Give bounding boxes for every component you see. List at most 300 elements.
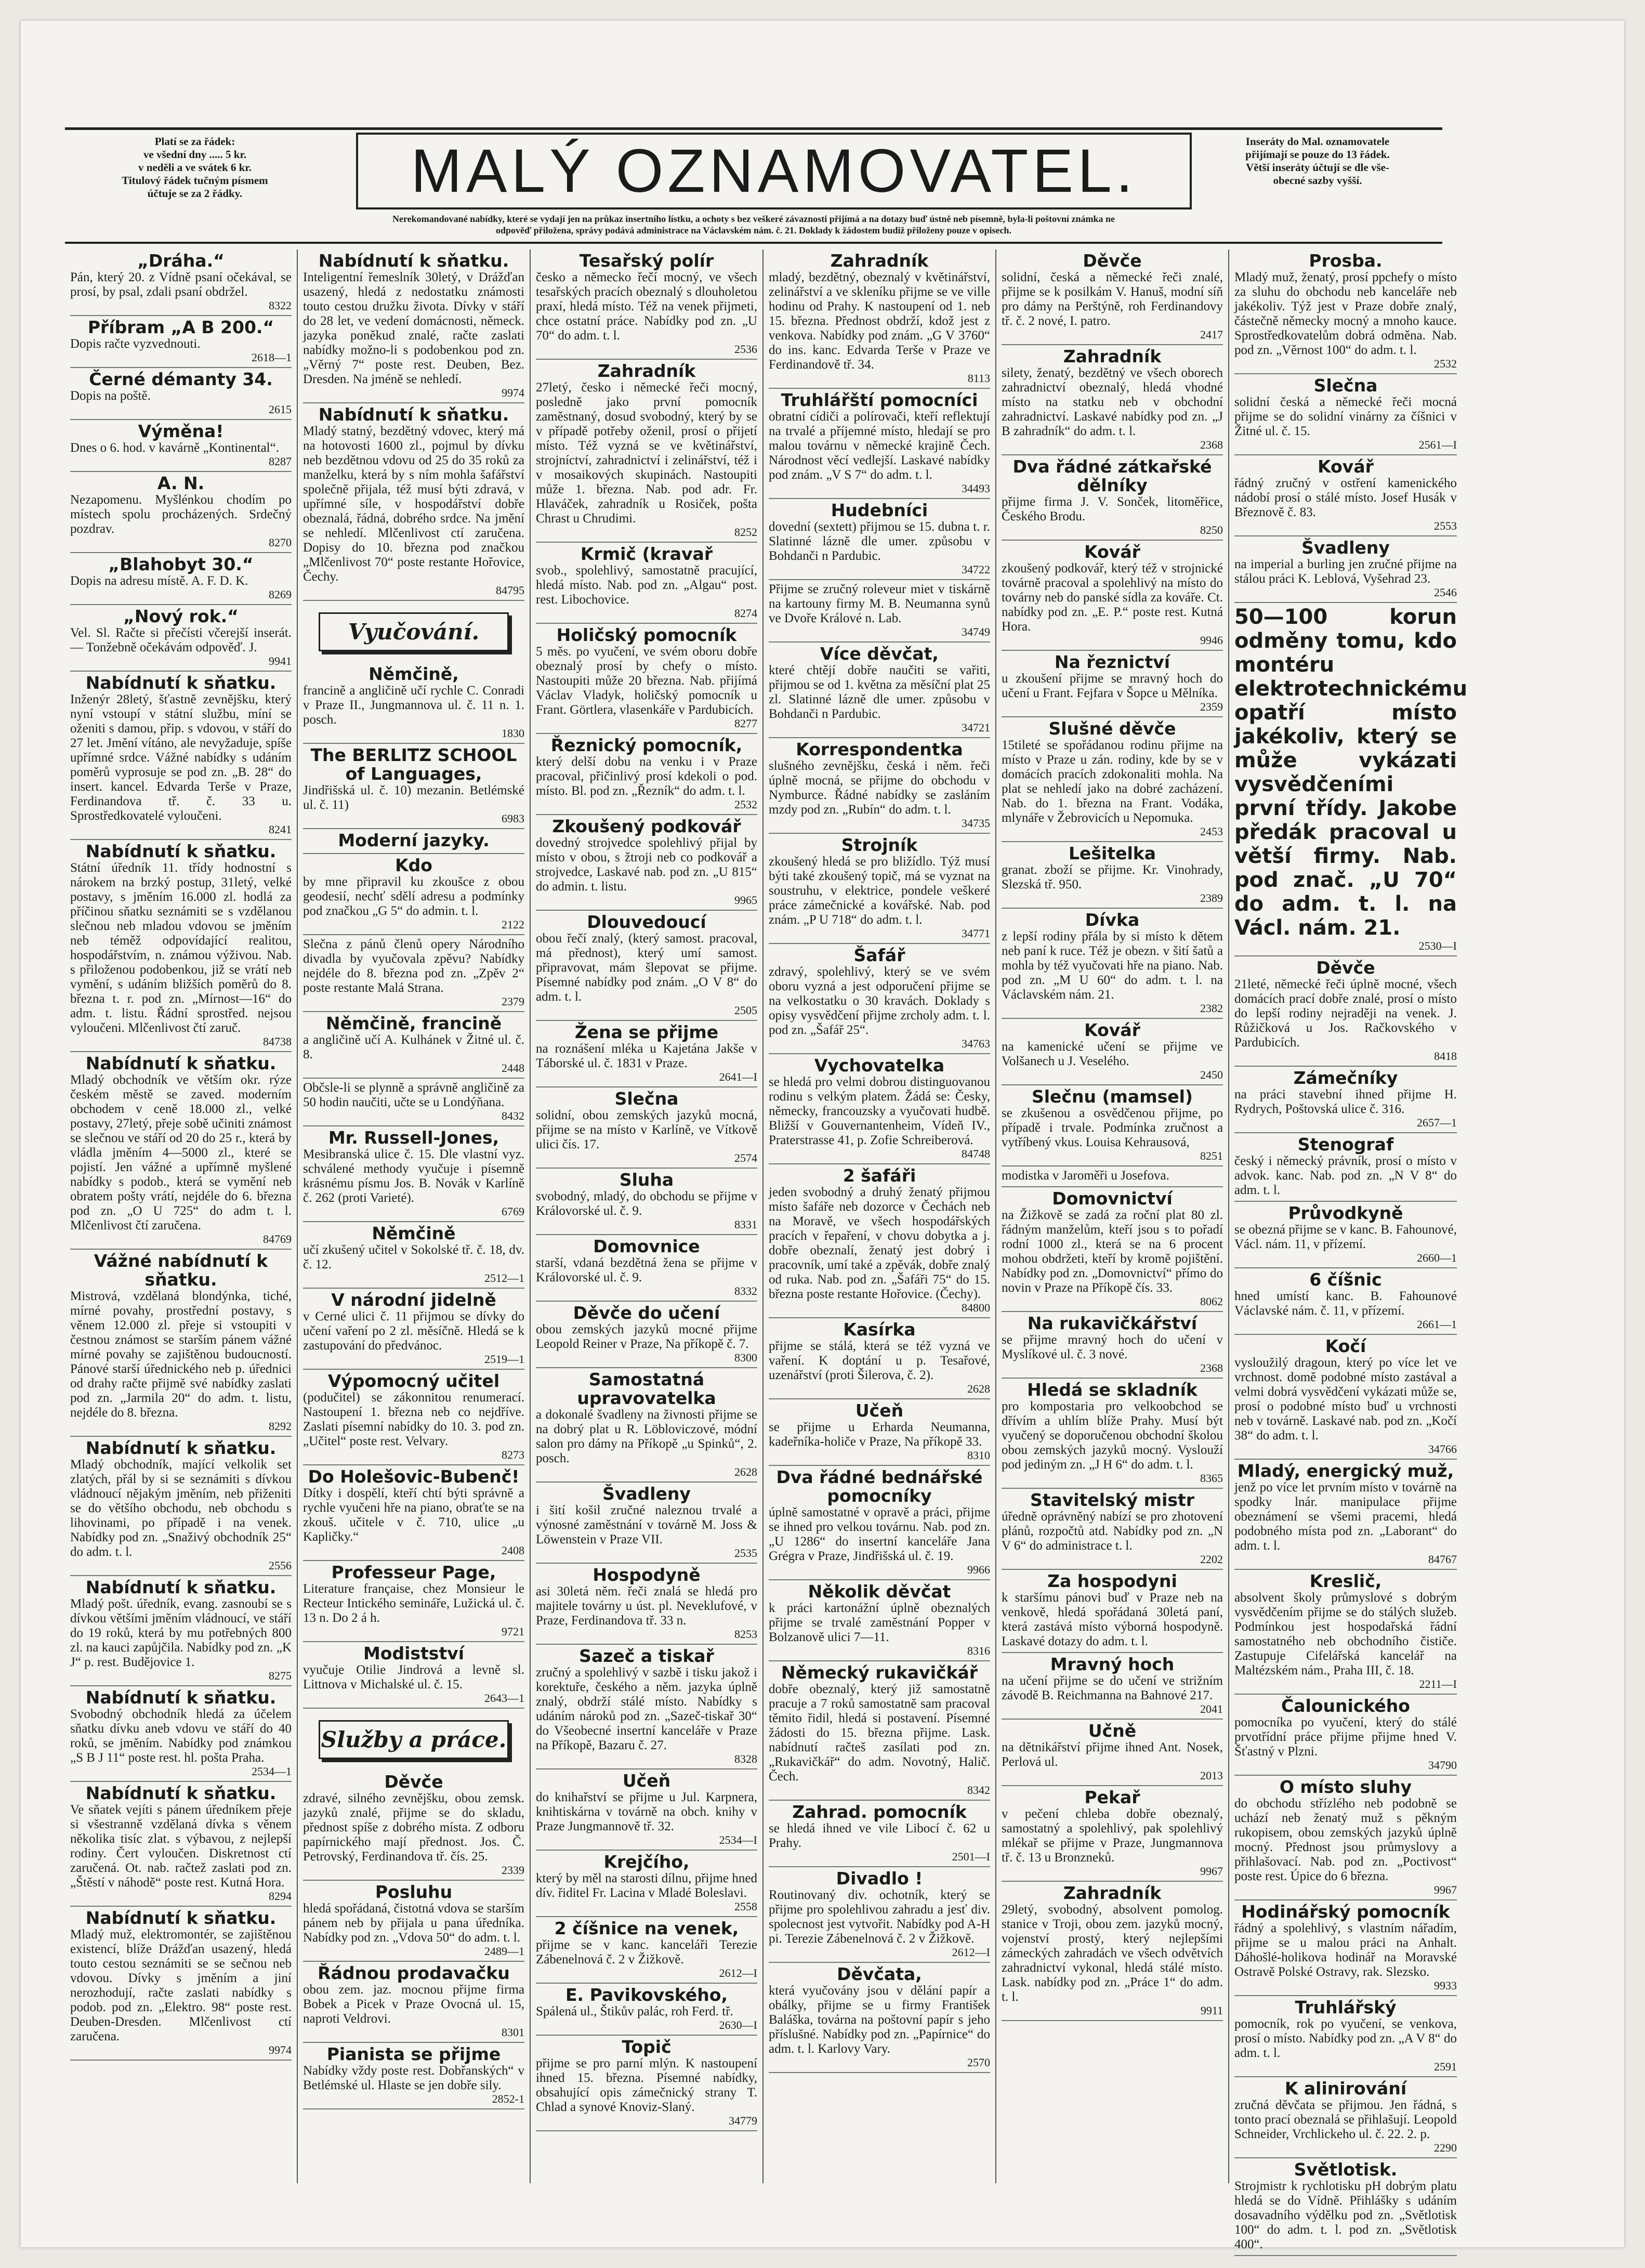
section-heading: Služby a práce.	[319, 1720, 509, 1759]
classified-ad	[769, 499, 990, 580]
classified-ad	[303, 744, 524, 829]
ad-heading: Na rukavičkářství	[1027, 1313, 1197, 1333]
ad-code: 8328	[734, 1752, 757, 1765]
ad-text: Vel. Sl. Račte si přečísti včerejší inserát. — Tonžebně očekávám odpověď. J.	[70, 626, 292, 654]
classified-ad	[769, 1399, 990, 1466]
ad-text: Mladý muž, ženatý, prosí ppchefy o místo za sluhu do obchodu neb kanceláře neb jakékoliv. Týž jest v Praze dobře znalý, částečně německy mocný a mnoho kauce. Sprostředkovatelům dobrá odměna. Nab. pod zn. „Věrnost 100“ do adm. t. l.	[1234, 270, 1457, 357]
rule-line: Větší inseráty účtují se dle vše-	[1246, 161, 1389, 174]
ad-text: Dopis račte vyzvednouti.	[70, 337, 201, 351]
ad-heading: 6 číšnic	[1309, 1269, 1382, 1290]
ad-text: k práci kartonážní úplně obeznalých přijme se trvalé zaměstnání Popper v Bolzanově ulici 7—11.	[769, 1601, 990, 1644]
ad-code: 2339	[502, 1864, 524, 1877]
ad-heading: Topič	[622, 2037, 672, 2057]
classified-ad	[536, 1302, 757, 1368]
ad-heading: Hospodyně	[593, 1565, 701, 1585]
ad-text: vyučuje Otilie Jindrová a levně sl. Littnova v Michalské ul. č. 15.	[303, 1663, 524, 1692]
ad-code: 84800	[962, 1301, 990, 1314]
ad-code: 34721	[962, 721, 990, 734]
classified-ad	[303, 1561, 524, 1642]
ad-heading: Nabídnutí k sňatku.	[85, 1053, 277, 1073]
note-line: Nerekomandované nabídky, které se vydají jen na průkaz insertního lístku, a ochoty s bez veškeré závaznosti přijímá a na dotazy buď ústně neb písemně, byla-li poštovní známka ne	[392, 214, 1115, 224]
ad-text: Občsle-li se plynně a správně angličině za 50 hodin naučiti, učte se u Londýňana.	[303, 1081, 524, 1109]
classified-ad	[1234, 1067, 1457, 1133]
ad-text: Mesibranská ulice č. 15. Dle vlastní vyz. schválené methody vyučuje i písemně krásnému písmu Jos. B. Novák v Karlíně č. 262 (proti Varieté).	[303, 1147, 524, 1205]
ad-text: mladý, bezdětný, obeznalý v květinářství, zelinářství a ve skleníku přijme se ve ville hodinu od Prahy. K nastoupení od 1. neb 15. března. Přednost obdrží, kdož jest z venkova. Nabídky pod znám. „G V 3760“ do ins. kanc. Edvarda Terše v Praze ve Ferdinandově tř. 34.	[769, 270, 990, 372]
ad-text: na práci stavební ihned přijme H. Rydrych, Poštovská ulice č. 316.	[1234, 1087, 1457, 1116]
ad-code: 9974	[269, 2043, 292, 2056]
classified-ad	[303, 1126, 524, 1222]
ad-code: 2556	[269, 1559, 292, 1572]
ad-text: zkoušený hledá se pro bližídlo. Týž musí býti také zkoušený topič, má se vyznat na soustruhu, v elektrice, pondele veškeré práce zámečnické a kovářské. Nab. pod znám. „P U 718“ do adm. t. l.	[769, 855, 990, 927]
ad-text: na imperial a burling jen zručné přijme na stálou práci K. Leblová, Vyšehrad 23.	[1234, 557, 1457, 586]
ad-text: Jindřišská ul. č. 10) mezanin. Betlémské ul. č. 11)	[303, 783, 524, 812]
ad-code: 8365	[1200, 1472, 1223, 1485]
classified-ad	[303, 1079, 524, 1126]
classified-ad	[1002, 1720, 1223, 1786]
ad-text: 29letý, svobodný, absolvent pomolog. stanice v Troji, obou zem. jazyků mocný, vojenství prostý, který nejlepšími zámeckých zahradách ve všech odvětvích zahradnictví vykonal, hledá stálé místo. Lask. nabídky pod zn. „Práce 1“ do adm. t. l.	[1002, 1903, 1223, 2004]
ad-text: Dopis na adresu místě. A. F. D. K.	[70, 574, 248, 588]
classified-ad	[70, 1686, 292, 1782]
ad-heading: Kovář	[1084, 1020, 1140, 1040]
classified-ad	[1234, 2158, 1457, 2256]
ad-code: 6769	[502, 1205, 524, 1218]
ad-code: 2628	[734, 1465, 757, 1478]
ad-heading: Sazeč a tiskař	[579, 1646, 714, 1666]
ad-heading: K alinirování	[1284, 2078, 1407, 2099]
ad-heading: Domovnictví	[1052, 1188, 1173, 1209]
ad-text: hledá spořádaná, čistotná vdova se starším pánem neb by přijala u pana úředníka. Nabídky pod zn. „Vdova 50“ do adm. t. l.	[303, 1902, 524, 1945]
ad-code: 2535	[734, 1546, 757, 1559]
ad-code: 8062	[1200, 1295, 1223, 1308]
classified-ad	[769, 389, 990, 499]
ad-code: 2453	[1200, 825, 1223, 838]
ad-heading: „Blahobyt 30.“	[108, 554, 254, 574]
ad-heading: Černé démanty 34.	[89, 369, 273, 389]
ad-code: 9966	[967, 1563, 990, 1576]
classified-ad	[70, 1437, 292, 1576]
ad-text: slušného zevnějšku, česká i něm. řeči úplně mocná, se přijme do obchodu v Nymburce. Řádné nabídky se zasláním mzdy pod zn. „Rubín“ do adm. t. l.	[769, 759, 990, 817]
ad-text: solidní, obou zemských jazyků mocná, přijme se na místo v Karlíně, ve Vítkově ulici čís. 17.	[536, 1108, 757, 1151]
ad-code: 2519—1	[484, 1353, 524, 1366]
ad-code: 2661—1	[1417, 1318, 1457, 1331]
ad-text: se přijme mravný hoch do učení v Myslíkové ul. č. 3 nové.	[1002, 1333, 1223, 1361]
classified-ad	[536, 1087, 757, 1169]
ad-code: 2448	[502, 1061, 524, 1074]
ad-text: přijme se stálá, která se též vyzná ve vaření. K doptání u p. Tesařové, uzenářství (proti Šilerova, č. 2).	[769, 1339, 990, 1382]
header	[65, 127, 1442, 244]
ad-code: 2359	[1200, 700, 1223, 713]
ad-code: 8322	[269, 299, 292, 312]
ad-code: 9946	[1200, 634, 1223, 647]
classified-ad	[769, 250, 990, 389]
ad-heading: Zahradník	[830, 251, 929, 271]
classified-ad	[1002, 1312, 1223, 1379]
ad-text: v pečení chleba dobře obeznalý, samostatný a spolehlivý, pak spolehlivý mlékař se přijme v Praze, Jungmannova tř. č. 13 u Bronzneků.	[1002, 1807, 1223, 1865]
ad-text: vysloužilý dragoun, který po více let ve vrchnost. domě podobné místo zastával a velmi dobrá vysvědčení vykázati může se, prosí o podobné místo buď u vrchnosti neb v továrně. Laskavé nab. pod zn. „Kočí 38“ do adm. t. l.	[1234, 1356, 1457, 1443]
classified-ad	[536, 2036, 757, 2131]
ad-text: absolvent školy průmyslové s dobrým vysvědčením přijme se do stálých služeb. Podmínkou jest hospodařská řádní samostatného neb obchodního čističe. Zastupuje Cifelářská kancelář na Maltézském nám., Praha III, č. 18.	[1234, 1591, 1457, 1677]
ad-text: řádný zručný v ostření kamenického nádobí prosí o stálé místo. Josef Husák v Březnově č. 83.	[1234, 476, 1457, 519]
price-line: účtuje se za 2 řádky.	[147, 187, 243, 200]
ad-text: na kamenické učení se přijme ve Volšanech u J. Veselého.	[1002, 1040, 1223, 1068]
ad-heading: Slečna	[614, 1089, 679, 1109]
classified-ad	[1234, 1268, 1457, 1335]
ad-code: 8241	[269, 823, 292, 836]
ad-heading: Němčině, francině	[325, 1013, 502, 1033]
ad-code: 8253	[734, 1628, 757, 1641]
ad-heading: Několik děvčat	[808, 1581, 951, 1602]
column-3	[531, 250, 764, 2183]
ad-code: 2660—1	[1417, 1251, 1457, 1264]
ad-code: 2618—1	[252, 351, 292, 364]
ad-code: 2530—I	[1418, 939, 1457, 952]
price-line: Titulový řádek tučným písmem	[122, 174, 268, 187]
ad-text: hned umístí kanc. B. Fahounové Václavské nám. č. 11, v přízemí.	[1234, 1289, 1457, 1318]
classified-ad	[536, 1235, 757, 1302]
ad-text: Routinovaný div. ochotník, který se přijme pro spolehlivou zahradu a jesť div. spolecnost jest vytvořit. Nabídky pod A-H pi. Terezie Zábenelnová č. 2 v Žižkově.	[769, 1888, 990, 1946]
ad-text: zdravé, silného zevnějšku, obou zemsk. jazyků znalé, přijme se do skladu, přednost spíše z dobrého místa. Z odboru papírnického mají přednost. Jos. Č. Petrovský, Ferdinandova tř. čís. 25.	[303, 1791, 524, 1864]
classified-ad	[769, 1867, 990, 1963]
classified-ad	[303, 935, 524, 1012]
ad-heading: Truhlářští pomocníci	[781, 390, 978, 410]
ad-text: řádný a spolehlivý, s vlastním nářadím, přijme se u malou práci na Anhalt. Dáhošlé-holikova hodinář na Moravské Ostravě Polské Ostravy, rak. Slezsko.	[1234, 1921, 1457, 1979]
classified-ad	[769, 643, 990, 738]
ad-heading: Pekař	[1084, 1787, 1140, 1807]
classified-ad	[536, 1368, 757, 1483]
ad-heading: Krmič (kravař	[580, 544, 713, 564]
ad-heading: Vážné nabídnutí k sňatku.	[94, 1251, 268, 1290]
ad-code: 34771	[962, 927, 990, 940]
ad-code: 2574	[734, 1151, 757, 1164]
classified-ad	[1234, 956, 1457, 1067]
ad-heading: Učeň	[855, 1400, 904, 1421]
ad-code: 2546	[1434, 586, 1457, 599]
ad-text: na dětnikářství přijme ihned Ant. Nosek, Perlová ul.	[1002, 1740, 1223, 1769]
ad-code: 2501—I	[952, 1850, 990, 1863]
ad-code: 1830	[502, 727, 524, 740]
ad-code: 2553	[1434, 519, 1457, 532]
ad-heading: Divadlo !	[836, 1868, 923, 1889]
ad-code: 84748	[962, 1147, 990, 1160]
insert-rules-box	[1193, 135, 1442, 187]
classified-ad	[303, 1771, 524, 1881]
classified-ad	[70, 472, 292, 553]
classified-ad	[1002, 1166, 1223, 1187]
ad-heading: Dívka	[1085, 910, 1140, 930]
classified-ad	[536, 1769, 757, 1851]
ad-heading: 2 číšnice na venek,	[554, 1918, 739, 1938]
classified-ad	[303, 1012, 524, 1079]
ad-heading: Tesařský polír	[579, 251, 714, 271]
classified-ad	[303, 1962, 524, 2043]
ad-heading: Za hospodyni	[1047, 1571, 1177, 1591]
classified-ad	[1002, 1786, 1223, 1882]
ad-heading: Výpomocný učitel	[327, 1371, 500, 1391]
ad-text: Dnes o 6. hod. v kavárně „Kontinental“.	[70, 441, 279, 455]
ad-heading: Slušné děvče	[1048, 718, 1176, 739]
ad-heading: Stavitelský mistr	[1030, 1490, 1195, 1510]
ad-text: přijme se v kanc. kanceláři Terezie Zábenelnová č. 2 v Žižkově.	[536, 1938, 757, 1967]
ad-text: 15tileté se spořádanou rodinu přijme na místo v Praze u zán. rodiny, kde by se v domácích pracích zdokonaliti mohla. Na plat se nehledí jako na dobré zacházení. Nab. do 1. března na Frant. Vodáka, mlynáře v Žebrovicích u Nepomuka.	[1002, 738, 1223, 825]
ad-text: se přijme u Erharda Neumanna, kadeřníka-holiče v Praze, Na příkopě 33.	[769, 1420, 990, 1449]
ad-text: přijme firma J. V. Sonček, litoměřice, Českého Brodu.	[1002, 495, 1223, 523]
ad-text: pro kompostaria pro velkoobchod se dřívím a uhlím blíže Prahy. Musí být vyučený se doporučenou obchodní školou obou zemských jazyků mocný. Vyslouží pod jediným zn. „J H 6“ do adm. t. l.	[1002, 1399, 1223, 1472]
classified-ad	[1002, 717, 1223, 842]
ad-code: 84769	[263, 1233, 292, 1246]
ad-heading: Truhlářský	[1295, 1997, 1397, 2017]
ad-code: 6983	[502, 812, 524, 825]
ad-heading: Žena se přijme	[574, 1022, 719, 1042]
price-line: v neděli a ve svátek 6 kr.	[138, 161, 252, 174]
ad-code: 2532	[734, 798, 757, 811]
ad-text: český i německý právník, prosí o místo v advok. kanc. Nab. pod zn. „N V 8“ do adm. t. l.	[1234, 1154, 1457, 1197]
ad-heading: E. Pavikovského,	[565, 1985, 728, 2005]
ad-text: solidní, česká a německé řeči znalé, přijme se k posilkám V. Hanuš, modní síň pro dámy na Perštýně, roh Ferdinandovy tř. č. 2 nové, I. patro.	[1002, 270, 1223, 328]
classified-ad	[536, 734, 757, 815]
ad-text: zkoušený podkovář, který též v strojnické továrně pracoval a spolehlivý na místo do továrny neb do panské sídla za kováře. Ct. nabídky pod zn. „E. P.“ poste rest. Kutná Hora.	[1002, 561, 1223, 634]
ad-heading: Nabídnutí k sňatku.	[318, 404, 509, 425]
page-title: MALÝ OZNAMOVATEL.	[356, 133, 1192, 209]
classified-ad	[1002, 1489, 1223, 1570]
ad-text: u zkoušení přijme se mravný hoch do učení u Frant. Fejfara v Šopce u Mělníka.	[1002, 672, 1223, 700]
ad-code: 8432	[502, 1109, 524, 1122]
ad-heading: Děvče	[1083, 251, 1142, 271]
ad-code: 34766	[1428, 1443, 1457, 1456]
ad-heading: Více děvčat,	[820, 644, 939, 664]
ad-code: 2630—I	[719, 2018, 757, 2031]
ad-code: 9941	[269, 654, 292, 667]
classified-ad	[1002, 842, 1223, 909]
ad-heading: Děvče	[384, 1772, 443, 1792]
ad-text: Inženýr 28letý, šťastně zevnějšku, který nyní vstoupí v státní službu, míní se oženiti s damou, přip. s vdovou, v stáří do 27 let. Jmění vítáno, ale nevyžaduje, spíše upřímné srdce. Vážné nabídky s udáním poměrů vyprosuje se pod zn. „B. 28“ do insert. kancel. Edvarda Terše v Praze, Ferdinandova tř. č. 33 u. Sprostředkovatelé vyloučeni.	[70, 692, 292, 823]
ad-heading: Švadleny	[602, 1484, 691, 1504]
ad-code: 2450	[1200, 1068, 1223, 1081]
ad-heading: Řeznický pomocník,	[550, 735, 743, 755]
ad-code: 8273	[502, 1448, 524, 1461]
classified-ad	[303, 1370, 524, 1465]
ad-text: přijme se pro parní mlýn. K nastoupení ihned 15. března. Písemné nabídky, obsahující opis zámečnický strany T. Chlad a synové Knoviz-Slaný.	[536, 2056, 757, 2114]
ad-code: 2536	[734, 343, 757, 356]
classified-ad	[70, 605, 292, 672]
ad-text: (podučitel) se zákonnitou renumerací. Nastoupení 1. března neb co nejdříve. Zaslati písemní nabídky do 10. 3. pod zn. „Učitel“ poste rest. Velvary.	[303, 1391, 524, 1448]
ad-code: 8274	[734, 607, 757, 620]
classified-ad	[303, 250, 524, 403]
classified-ad	[769, 1661, 990, 1801]
classified-ad	[70, 1576, 292, 1686]
ad-code: 8331	[734, 1218, 757, 1231]
ad-heading: Na řeznictví	[1054, 652, 1170, 672]
ad-text: pomocníka po vyučení, který do stálé prvotřídní práce přijme přijme hned V. Šťastný v Plzni.	[1234, 1715, 1457, 1759]
ad-text: dovedný strojvedce spolehlivý přijal by místo v obou, s žtroji neb co podkovář a strojvedce, Laskavé nab. pod zn. „U 815“ do admin. t. listu.	[536, 836, 757, 894]
classified-ad	[1002, 1019, 1223, 1085]
classified-ad	[769, 1580, 990, 1661]
ad-code: 84738	[263, 1035, 292, 1048]
ad-text: Ve sňatek vejíti s pánem úředníkem přeje si všestranně vzdělaná dívka s věnem několika tisíc zlat. s výbavou, z nejlepší rodiny. Čert vyloučen. Diskretnost ctí zaručená. Ot. nab. račtež zaslati pod zn. „Štěstí v náhodě“ poste rest. Kutná Hora.	[70, 1803, 292, 1890]
ad-code: 9965	[734, 894, 757, 907]
ad-text: pomocník, rok po vyučení, se venkova, prosí o místo. Nabídky pod zn. „A V 8“ do adm. t. l.	[1234, 2017, 1457, 2060]
classified-ad	[1234, 536, 1457, 603]
ad-text: Mladý obchodník, mající velkolik set zlatých, přál by si se seznámiti s dívkou vládnoucí nějakým jměním, neb přiženiti se do většího obchodu, neb obchodu s lihovinami, po případě i na venek. Nabídky pod zn. „Snaživý obchodník 25“ do adm. t. l.	[70, 1458, 292, 1559]
ad-code: 8300	[734, 1351, 757, 1364]
ad-code: 9911	[1200, 2004, 1223, 2017]
classified-ad	[303, 2043, 524, 2109]
ad-heading: Němčině	[372, 1223, 456, 1243]
ad-heading: Mladý, energický muž,	[1237, 1461, 1454, 1481]
classified-ad	[303, 829, 524, 854]
ad-text: 21leté, německé řeči úplně mocné, všech domácích prací dobře znalé, prosí o místo do lepší rodiny nejraději na venek. J. Růžičková u Jos. Račkovského v Pardubicích.	[1234, 977, 1457, 1050]
ad-heading: Stenograf	[1297, 1134, 1394, 1155]
ad-code: 34493	[962, 482, 990, 495]
price-line: Platí se za řádek:	[154, 135, 235, 148]
ad-heading: Samostatná upravovatelka	[577, 1369, 716, 1408]
classified-ad	[1002, 651, 1223, 717]
ad-heading: A. N.	[157, 473, 205, 493]
ad-heading: „Nový rok.“	[123, 606, 239, 626]
ad-heading: Nabídnutí k sňatku.	[318, 251, 509, 271]
ad-heading: Kovář	[1318, 456, 1374, 477]
ad-text: učí zkušený učitel v Sokolské tř. č. 18, dv. č. 12.	[303, 1243, 524, 1271]
classified-ad	[769, 1801, 990, 1867]
ad-heading: Nabídnutí k sňatku.	[85, 1577, 277, 1597]
ad-code: 8310	[967, 1449, 990, 1462]
ad-code: 9721	[502, 1625, 524, 1638]
classified-ad	[536, 911, 757, 1021]
classified-ad	[1234, 1900, 1457, 1996]
ad-text: které chtějí dobře naučiti se vařiti, přijmou se od 1. května za měsíční plat 25 zl. Slatinné lázně dle umer. způsobu v Bohdanči n Pardubic.	[769, 663, 990, 721]
classified-ad	[1002, 455, 1223, 541]
ad-text: do knihařství se přijme u Jul. Karpnera, knihtiskárna v továrně na obch. knihy v Praze Jungmannově tř. 32.	[536, 1790, 757, 1833]
classified-ad	[303, 1465, 524, 1561]
ad-text: na roznášení mléka u Kajetána Jakše v Táborské ul. č. 1831 v Praze.	[536, 1042, 757, 1070]
ad-heading: Nabídnutí k sňatku.	[85, 841, 277, 861]
ad-text: Mladý obchodník ve větším okr. rýze českém městě se zaved. moderním obchodem v ceně 18.000 zl., velké postavy, 27letý, přeje sobě učiniti známost se slečnou ve stáří od 20 do 25 r., která by vládla jměním 4—5000 zl., které se pojistí. Jen vážné a upřímně myšlené nabídky s podob., která se vymění neb obratem pošty vrátí, nejdéle do 6. března pod zn. „O U 725“ do adm t. l. Mlčenlivost čtí zaručena.	[70, 1073, 292, 1233]
ad-heading: Průvodkyně	[1288, 1203, 1403, 1223]
ad-heading: Děvče do učení	[573, 1303, 720, 1323]
ad-code: 2591	[1434, 2060, 1457, 2073]
ad-text: Dítky i dospělí, kteří chtí býti správně a rychle vyučeni hře na piano, obraťte se na zkouš. učitele v č. 710, ulice „u Kapličky.“	[303, 1486, 524, 1544]
classified-ad	[769, 1318, 990, 1399]
ad-code: 8252	[734, 526, 757, 539]
ad-heading: Do Holešovic-Bubenč!	[308, 1466, 520, 1487]
ad-heading: Čalounického	[1281, 1696, 1410, 1716]
classified-ad	[1234, 1570, 1457, 1695]
ad-code: 8269	[269, 588, 292, 601]
ad-heading: Hodinářský pomocník	[1241, 1902, 1450, 1922]
ad-text: dobře obeznalý, který již samostatně pracuje a 7 roků samostatně sam pracoval těmito řidil, hledá si postavení. Písemné žádosti do 15. března přijme. Lask. nabídnutí račteš zasílati pod zn. „Rukavičkář“ do adm. Novotný, Halič. Čech.	[769, 1682, 990, 1784]
ad-code: 8294	[269, 1890, 292, 1903]
ad-heading: Zahradník	[1063, 1883, 1162, 1903]
classified-ad	[303, 1881, 524, 1962]
classified-ad	[70, 316, 292, 368]
classified-ad	[70, 420, 292, 472]
ad-text: k staršímu pánovi buď v Praze neb na venkově, hledá spořádaná 30letá paní, která zastává místo výborná hospodyně. Laskavé dotazy do adm. t. l.	[1002, 1591, 1223, 1648]
ad-text: francině a angličině učí rychle C. Conradi v Praze II., Jungmannova ul. č. 11 n. 1. posch.	[303, 684, 524, 727]
classified-ad	[1002, 1187, 1223, 1312]
ad-heading: Moderní jazyky.	[338, 830, 490, 850]
ad-text: 5 měs. po vyučení, ve svém oboru dobře obeznalý prosí by chefy o místo. Nastoupiti může 20 března. Nab. přijímá Václav Vladyk, holičský pomocník u Frant. Görtlera, vlasenkáře v Pardubicích.	[536, 645, 757, 717]
ad-text: solidní česká a německé řeči mocná přijme se do solidní vinárny za číšnici v Žitné ul. č. 15.	[1234, 395, 1457, 438]
ad-code: 9933	[1434, 1979, 1457, 1992]
ad-text: Nabídky vždy poste rest. Dobřanských“ v Betlémské ul. Hlaste se jen dobře sily.	[303, 2064, 524, 2092]
ad-heading: Slečnu (mamsel)	[1031, 1086, 1193, 1107]
ad-heading: Strojník	[841, 835, 918, 855]
price-box	[65, 135, 325, 200]
classified-ad	[1234, 1460, 1457, 1570]
ad-code: 8316	[967, 1644, 990, 1657]
ad-code: 2505	[734, 1004, 757, 1017]
ad-heading: Kovář	[1084, 542, 1140, 562]
classified-ad	[769, 580, 990, 643]
ad-text: z lepší rodiny přála by si místo k dětem neb paní k ruce. Též je obezn. v šití šatů a mohla by též vyučovati hře na piano. Nab. pod zn. „M U 60“ do adm. t. l. na Václavském nám. 21.	[1002, 929, 1223, 1002]
ad-heading: Zahrad. pomocník	[792, 1802, 967, 1822]
ad-heading: Nabídnutí k sňatku.	[85, 1783, 277, 1803]
ad-heading: Zkoušený podkovář	[552, 816, 741, 836]
classified-ad	[70, 1782, 292, 1907]
ad-text: se hledá ihned ve vile Libocí č. 62 u Prahy.	[769, 1821, 990, 1850]
ad-code: 8342	[967, 1784, 990, 1797]
rule-line: Inseráty do Mal. oznamovatele	[1245, 135, 1390, 148]
classified-ad	[536, 1645, 757, 1769]
ad-code: 2532	[1434, 357, 1457, 370]
ad-code: 8250	[1200, 523, 1223, 536]
ad-heading: Domovnice	[593, 1236, 700, 1256]
ad-code: 2368	[1200, 438, 1223, 451]
classified-ad	[70, 368, 292, 420]
classified-ad	[769, 1963, 990, 2073]
ad-code: 8287	[269, 455, 292, 468]
classified-ad	[303, 1222, 524, 1289]
ad-heading: Nabídnutí k sňatku.	[85, 673, 277, 693]
ad-heading: Německý rukavičkář	[781, 1662, 978, 1683]
ad-heading: Kreslič,	[1309, 1571, 1382, 1591]
ad-text: Literature française, chez Monsieur le Recteur Intického semináře, Lužická ul. č. 13 n. Do 2 á h.	[303, 1582, 524, 1625]
ad-code: 8251	[1200, 1149, 1223, 1162]
ad-code: 2657—1	[1417, 1116, 1457, 1129]
ad-heading: Zahradník	[597, 361, 696, 381]
classified-ad	[303, 403, 524, 601]
classified-ad	[536, 1917, 757, 1984]
ad-heading: Sluha	[619, 1170, 674, 1190]
ad-heading: Nabídnutí k sňatku.	[85, 1687, 277, 1708]
classified-ad	[70, 553, 292, 605]
ad-heading: Výměna!	[138, 421, 224, 441]
classified-ad	[70, 1250, 292, 1437]
ad-text: Slečna z pánů členů opery Národního divadla by vyučovala zpěvu? Nabídky nejdéle do 8. března pod zn. „Zpěv 2“ poste restante Malá Strana.	[303, 937, 524, 995]
ad-text: Státní úředník 11. třídy hodnostní s nárokem na brzký postup, 31letý, velké postavy, s jměním 16.000 zl. hodlá za příčinou sňatku seznámiti se s vzdělanou slečnou neb mladou vdovou se jměním neb téměž odpovídající realitou, hospodářstvím, n. známou výživou. Nab. s přiloženou podobenkou, již se vrátí neb vymění, s udáním bližších poměrů do 8. března t. r. pod zn. „Mírnost—16“ do adm. t. listu. Řádní sprostřed. nejsou vyloučeni. Mlčenlivost čtí zaruč.	[70, 861, 292, 1035]
ad-heading: Kasírka	[843, 1319, 916, 1340]
classified-ad	[303, 854, 524, 935]
ad-text: modistka v Jaroměři u Josefova.	[1002, 1169, 1169, 1183]
classified-ad	[769, 1164, 990, 1318]
header-note	[65, 213, 1442, 236]
ad-heading: Hudebníci	[831, 500, 928, 520]
classified-ad	[1234, 1695, 1457, 1776]
ad-heading: Mr. Russell-Jones,	[328, 1128, 499, 1148]
ad-code: 84767	[1428, 1553, 1457, 1566]
ad-text: svobodný, mladý, do obchodu se přijme v Královorské ul. č. 9.	[536, 1189, 757, 1218]
ad-heading: Kočí	[1325, 1336, 1366, 1356]
classified-ad	[70, 1907, 292, 2061]
ad-heading: Posluhu	[375, 1882, 453, 1902]
classified-ad	[536, 1984, 757, 2036]
ad-code: 34735	[962, 817, 990, 830]
classified-ad	[1002, 1882, 1223, 2021]
ad-code: 2641—I	[719, 1070, 757, 1083]
ad-text: by mne připravil ku zkoušce z obou geodesií, nechť sdělí adresu a podmínky pod značkou „G 5“ do admin. t. l.	[303, 875, 524, 918]
ad-code: 2389	[1200, 892, 1223, 904]
ad-text: asi 30letá něm. řeči znalá se hledá pro majitele továrny u úst. pl. Neveklufové, v Praze, Ferdinandova tř. 33 n.	[536, 1584, 757, 1628]
classified-ad	[769, 738, 990, 834]
